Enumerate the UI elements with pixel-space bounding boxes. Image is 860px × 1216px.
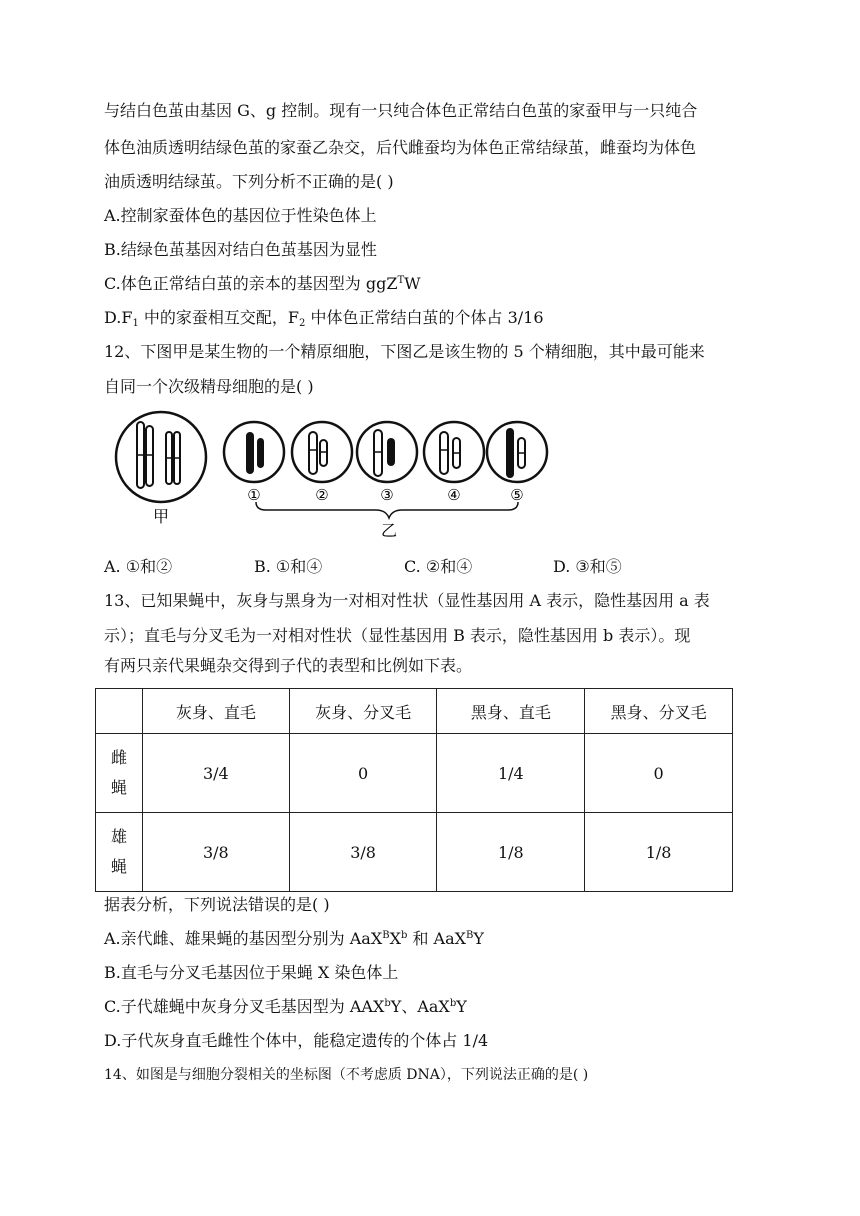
q11-line-1: 与结白色茧由基因 G、g 控制。现有一只纯合体色正常结白色茧的家蚕甲与一只纯合 [104, 101, 698, 120]
table-cell: 3/4 [142, 734, 289, 813]
table-cell: 3/8 [142, 813, 289, 892]
cell-number-1: ① [247, 486, 261, 504]
table-header-cell: 黑身、直毛 [437, 689, 585, 734]
q11-option-d-sub1: 1 [132, 318, 139, 329]
cell-jia [116, 412, 206, 526]
row-label-char: 蝇 [110, 778, 127, 797]
row-label-char: 蝇 [110, 857, 127, 876]
q12-option-d: D. ③和⑤ [553, 557, 622, 576]
q12-option-c: C. ②和④ [404, 557, 473, 576]
cell-number-4: ④ [447, 486, 461, 504]
q13-stem: 据表分析，下列说法错误的是( ) [104, 895, 330, 914]
q11-option-c-text: C.体色正常结白茧的亲本的基因型为 ggZ [104, 274, 398, 293]
q11-option-d-text: D.F [104, 308, 133, 327]
q12-option-b: B. ①和④ [254, 557, 323, 576]
sup: B [382, 930, 390, 941]
row-label-male [96, 813, 143, 892]
cell-number-5: ⑤ [510, 486, 524, 504]
q13-option-a-text: A.亲代雌、雄果蝇的基因型分别为 AaX [104, 929, 383, 948]
sup: b [449, 998, 457, 1009]
q12-line-2: 自同一个次级精母细胞的是( ) [104, 377, 314, 396]
cell-3 [357, 422, 417, 504]
q14-line-1: 14、如图是与细胞分裂相关的坐标图（不考虑质 DNA），下列说法正确的是( ) [104, 1067, 589, 1083]
q13-option-a-text: 和 AaX [407, 929, 467, 948]
cell-5 [487, 422, 547, 504]
row-label-char: 雄 [110, 827, 127, 846]
cell-1 [224, 422, 284, 504]
table-cell: 0 [289, 734, 437, 813]
table-header-cell [96, 689, 143, 734]
cell-number-2: ② [315, 486, 329, 504]
q13-option-a-text: X [389, 929, 401, 948]
q11-option-b: B.结绿色茧基因对结白色茧基因为显性 [104, 240, 377, 259]
q11-option-c-sup: T [397, 275, 405, 286]
q11-option-c-tail: W [404, 274, 421, 293]
label-jia: 甲 [152, 507, 170, 526]
table-row [96, 813, 733, 892]
table-header-cell: 黑身、分叉毛 [585, 689, 733, 734]
q13-option-c-text: Y [456, 997, 467, 1016]
phenotype-table [95, 688, 733, 892]
q13-option-a [104, 928, 484, 950]
table-cell: 1/8 [437, 813, 585, 892]
table-cell: 1/8 [585, 813, 733, 892]
q12-figure [104, 410, 554, 540]
q13-line-1: 13、已知果蝇中，灰身与黑身为一对相对性状（显性基因用 A 表示，隐性基因用 a 表 [104, 591, 710, 610]
q11-option-d-sub2: 2 [299, 318, 306, 329]
q11-option-d-mid: 中的家蚕相互交配，F [138, 308, 300, 327]
cell-number-3: ③ [380, 486, 394, 504]
table-cell: 0 [585, 734, 733, 813]
q13-option-a-text: Y [473, 929, 484, 948]
q11-line-2: 体色油质透明结绿色茧的家蚕乙杂交，后代雌蚕均为体色正常结绿茧，雌蚕均为体色 [104, 138, 697, 157]
q11-line-3: 油质透明结绿茧。下列分析不正确的是( ) [104, 172, 394, 191]
sup: b [400, 930, 408, 941]
cell-2 [292, 422, 352, 504]
q11-option-c [104, 273, 421, 295]
row-label-female [96, 734, 143, 813]
q11-option-a: A.控制家蚕体色的基因位于性染色体上 [104, 206, 377, 225]
q12-line-1: 12、下图甲是某生物的一个精原细胞，下图乙是该生物的 5 个精细胞，其中最可能来 [104, 342, 705, 361]
q11-option-d [104, 307, 544, 329]
row-label-char: 雌 [110, 748, 127, 767]
table-cell: 1/4 [437, 734, 585, 813]
sup: b [384, 998, 391, 1009]
q12-options [104, 556, 724, 578]
q11-option-d-tail: 中体色正常结白茧的个体占 3/16 [305, 308, 544, 327]
sup: B [466, 930, 474, 941]
table-header-cell: 灰身、分叉毛 [289, 689, 437, 734]
table-row [96, 734, 733, 813]
cell-4 [424, 422, 484, 504]
q12-option-a: A. ①和② [104, 557, 173, 576]
table-cell: 3/8 [289, 813, 437, 892]
table-header-row [96, 689, 733, 734]
q13-option-b: B.直毛与分叉毛基因位于果蝇 X 染色体上 [104, 963, 399, 982]
brace [256, 502, 518, 518]
q13-option-c-text: C.子代雄蝇中灰身分叉毛基因型为 AAX [104, 997, 385, 1016]
q13-option-c [104, 996, 467, 1018]
table-header-cell: 灰身、直毛 [142, 689, 289, 734]
q13-option-d: D.子代灰身直毛雌性个体中，能稳定遗传的个体占 1/4 [104, 1031, 489, 1050]
q13-line-3: 有两只亲代果蝇杂交得到子代的表型和比例如下表。 [104, 656, 473, 675]
q13-line-2: 示）；直毛与分叉毛为一对相对性状（显性基因用 B 表示，隐性基因用 b 表示）。现 [104, 626, 691, 645]
q13-option-c-text: Y、AaX [390, 997, 450, 1016]
label-yi: 乙 [380, 521, 398, 540]
